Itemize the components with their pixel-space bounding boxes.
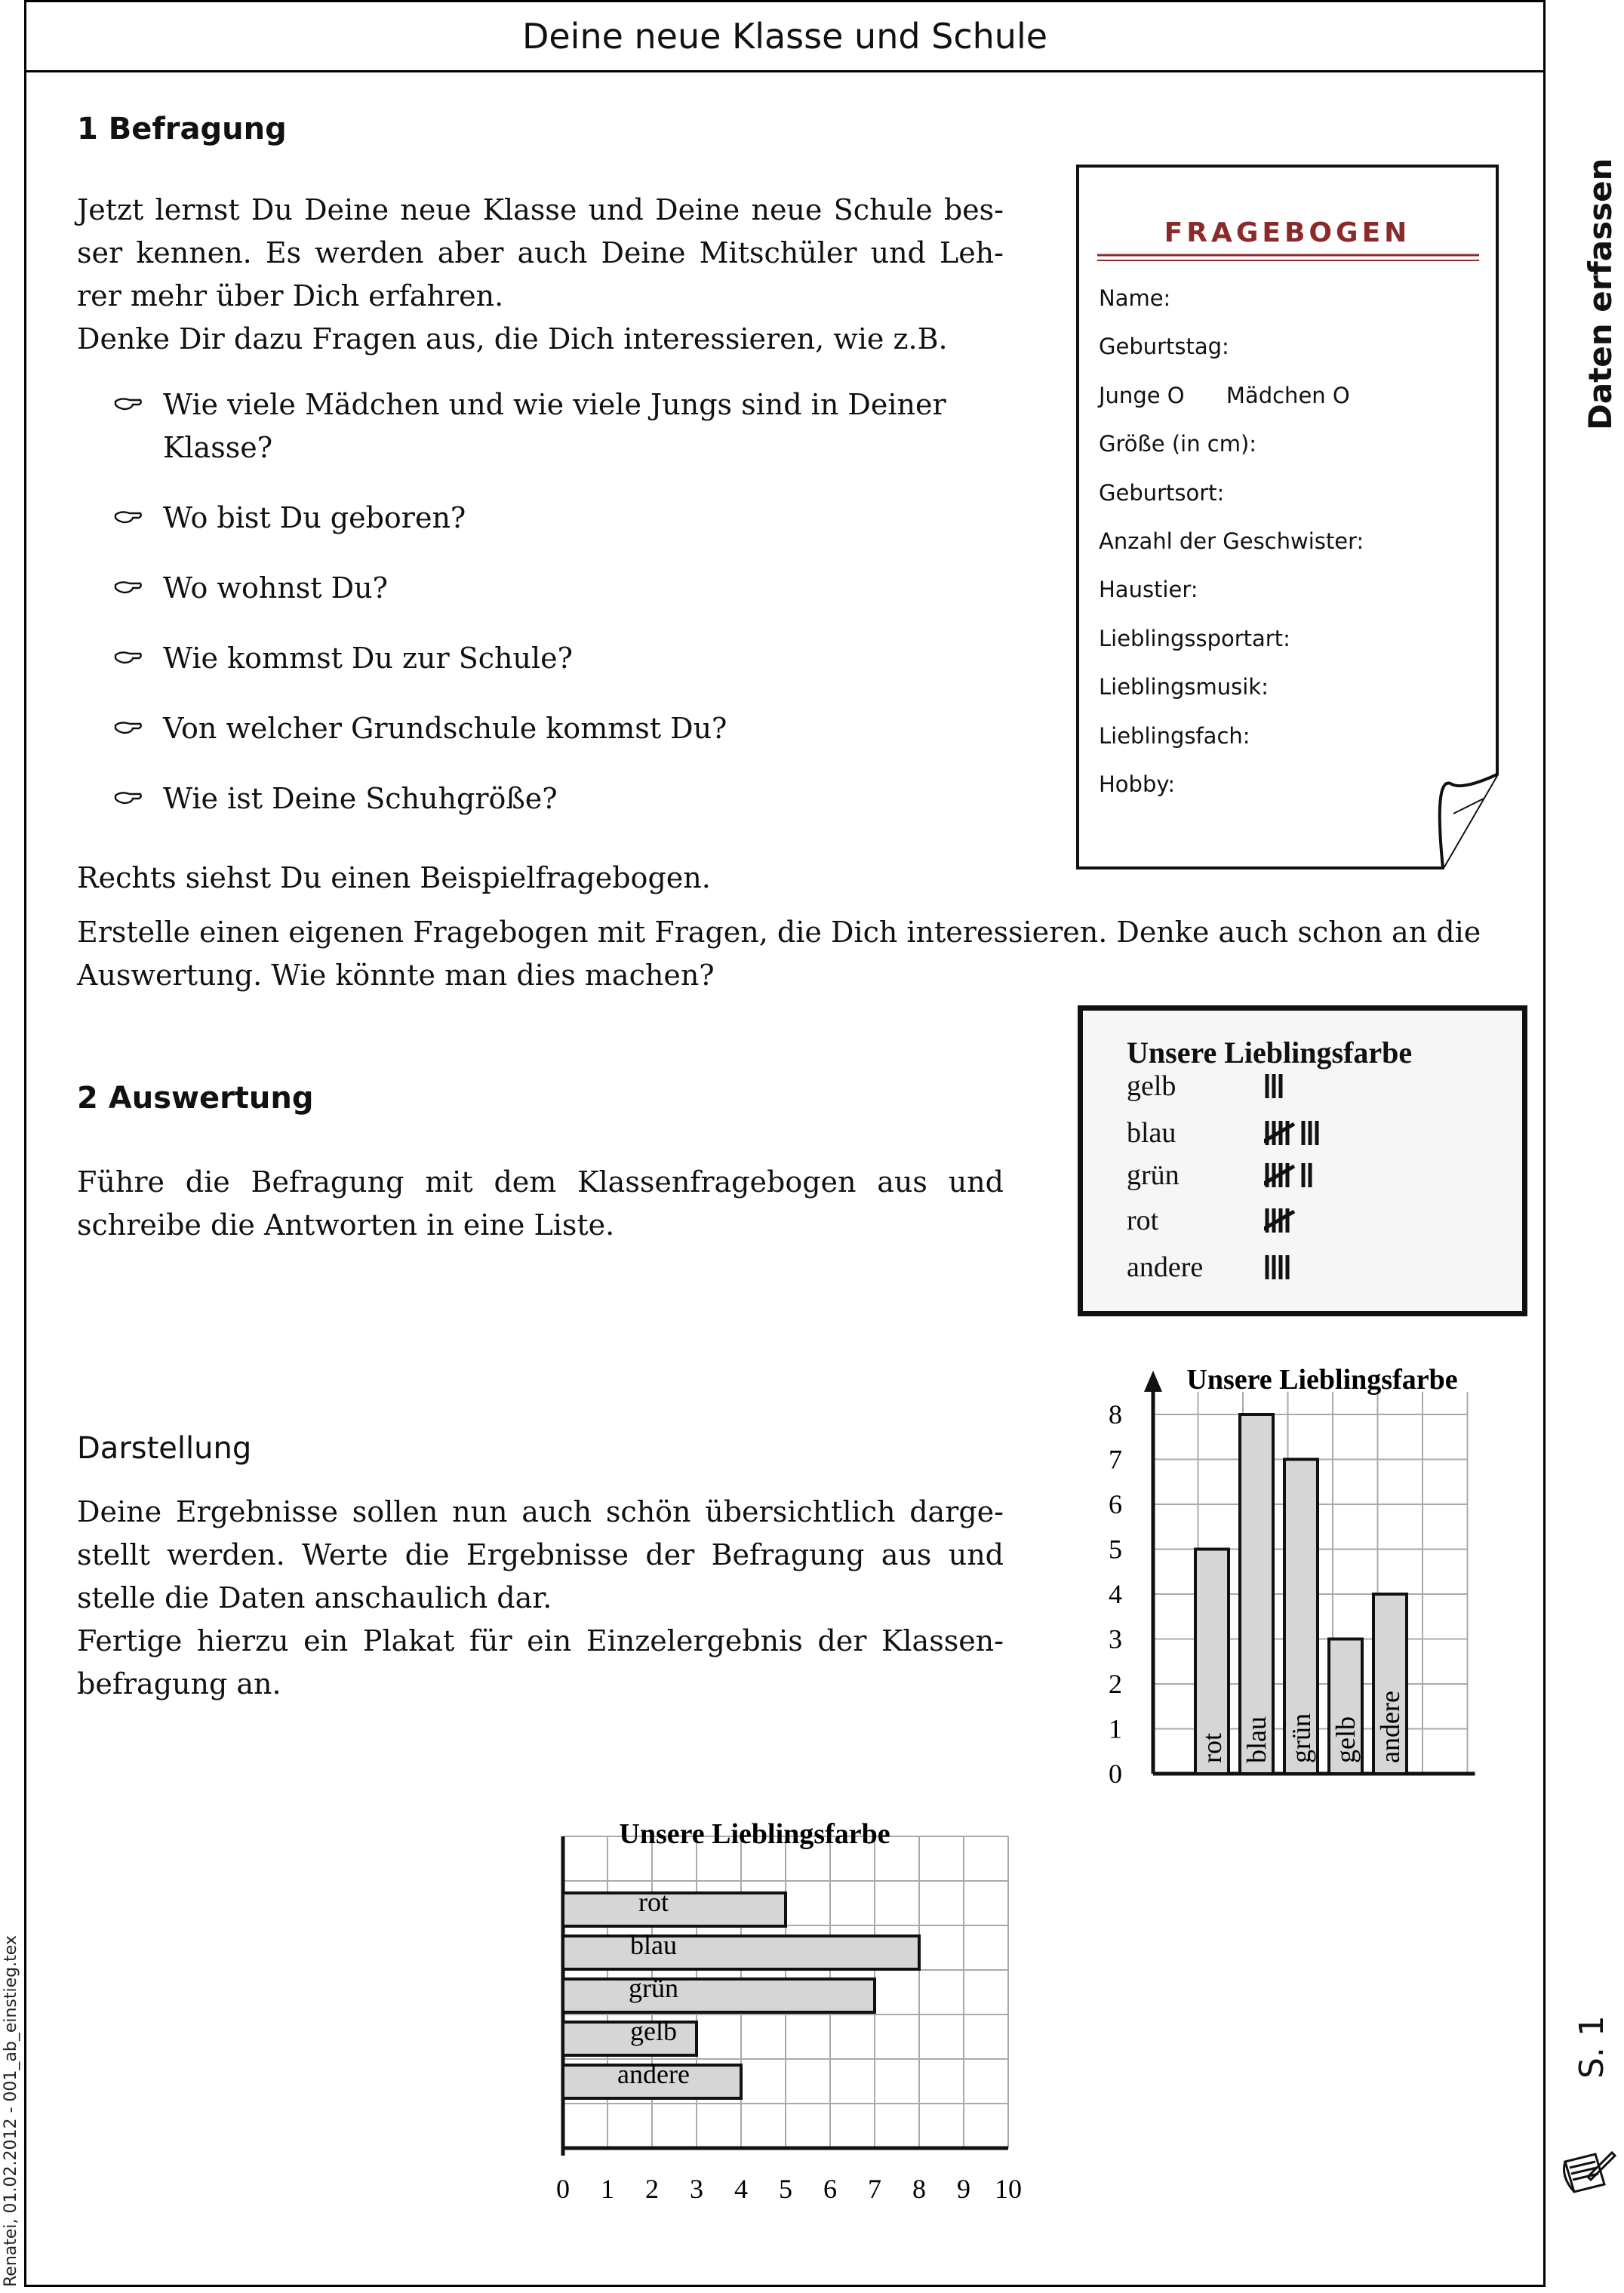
tick-label: 3 [690, 2174, 703, 2204]
heading-darstellung: Darstellung [77, 1431, 252, 1466]
tick-label: 8 [1109, 1399, 1122, 1430]
tally-label: blau [1127, 1117, 1176, 1149]
list-item [113, 497, 1004, 540]
tick-label: 8 [912, 2174, 926, 2204]
bar-label: grün [629, 1973, 678, 2003]
form-field: Anzahl der Geschwister: [1099, 528, 1364, 554]
form-field: Lieblingsfach: [1099, 722, 1250, 749]
axis-arrow [1144, 1371, 1162, 1392]
pointing-hand-icon [113, 645, 143, 669]
tick-label: 5 [779, 2174, 792, 2204]
tick-label: 3 [1109, 1624, 1122, 1654]
bar-label: gelb [630, 2016, 677, 2046]
intro-paragraph [77, 189, 1004, 361]
question-text: Wo wohnst Du? [163, 571, 388, 605]
darstellung-paragraph [77, 1491, 1004, 1706]
auswertung-line: schreibe die Antworten in eine Liste. [77, 1208, 615, 1242]
bar-label: andere [1375, 1691, 1405, 1763]
tally-title: Unsere Lieblingsfarbe [1127, 1036, 1413, 1070]
question-text: Wie kommst Du zur Schule? [163, 642, 573, 675]
auswertung-paragraph [77, 1161, 1004, 1247]
pointing-hand-icon [113, 504, 143, 528]
darstellung-line: Deine Ergebnisse sollen nun auch schön übersichtlich darge- [77, 1495, 1004, 1528]
form-field: Name: [1099, 285, 1171, 311]
darstellung-line: Fertige hierzu ein Plakat für ein Einzelergebnis der Klassen- [77, 1624, 1004, 1657]
pointing-hand-icon [113, 574, 143, 599]
tick-label: 1 [1109, 1713, 1122, 1744]
tally-marks [1264, 1160, 1385, 1193]
tally-sheet [1078, 1005, 1527, 1316]
page-number: S. 1 [1573, 2015, 1611, 2079]
auswertung-line: Führe die Befragung mit dem Klassenfragebogen aus und [77, 1165, 1004, 1199]
tally-marks [1264, 1118, 1385, 1151]
bar-label: rot [1197, 1733, 1227, 1763]
tick-label: 0 [1109, 1759, 1122, 1789]
list-item [113, 567, 1004, 610]
logo-icon [1558, 2147, 1618, 2201]
chart-title: Unsere Lieblingsfarbe [619, 1818, 890, 1850]
horizontal-bar-chart [528, 1804, 1041, 2211]
question-text: Von welcher Grundschule kommst Du? [163, 712, 727, 745]
heading-auswertung: 2 Auswertung [77, 1081, 314, 1116]
bar-label: blau [1241, 1716, 1272, 1763]
tally-marks [1264, 1071, 1385, 1104]
tally-label: grün [1127, 1159, 1180, 1191]
list-item [113, 637, 1004, 680]
form-field: Junge O Mädchen O [1099, 382, 1350, 408]
bar [563, 1893, 786, 1926]
tick-label: 7 [868, 2174, 881, 2204]
tick-label: 4 [1109, 1579, 1122, 1609]
questionnaire-fields [1099, 285, 1364, 820]
questionnaire-title: FRAGEBOGEN [1164, 217, 1411, 248]
question-list [113, 383, 1004, 848]
tally-label: gelb [1127, 1070, 1176, 1102]
tick-label: 0 [556, 2174, 570, 2204]
task-line: Erstelle einen eigenen Fragebogen mit Fragen, die Dich interessieren. Denke auch schon an die [77, 916, 1481, 949]
tick-label: 2 [1109, 1669, 1122, 1699]
bar-label: gelb [1330, 1716, 1361, 1763]
chart-title: Unsere Lieblingsfarbe [1186, 1364, 1458, 1396]
pointing-hand-icon [113, 715, 143, 739]
pointing-hand-icon [113, 785, 143, 809]
darstellung-line: stelle die Daten anschaulich dar. [77, 1581, 552, 1614]
list-item [113, 777, 1004, 820]
form-field: Lieblingssportart: [1099, 625, 1290, 651]
heading-befragung: 1 Befragung [77, 112, 287, 146]
source-footer: Renatei, 01.02.2012 - 001_ab_einstieg.tex [2, 1935, 20, 2287]
form-field: Lieblingsmusik: [1099, 674, 1269, 700]
form-field: Geburtstag: [1099, 334, 1229, 360]
list-item [113, 707, 1004, 750]
page-header [24, 0, 1546, 72]
intro-line: ser kennen. Es werden aber auch Deine Mitschüler und Leh- [77, 236, 1004, 269]
question-text: Wie ist Deine Schuhgröße? [163, 782, 558, 815]
tick-label: 1 [601, 2174, 614, 2204]
tick-label: 6 [1109, 1489, 1122, 1519]
question-text: Wo bist Du geboren? [163, 501, 466, 534]
bar [563, 1936, 919, 1969]
tick-label: 10 [995, 2174, 1022, 2204]
bar [563, 1979, 875, 2012]
tally-marks [1264, 1205, 1385, 1239]
vertical-bar-chart [1087, 1343, 1555, 1796]
tick-label: 5 [1109, 1534, 1122, 1565]
tick-label: 2 [645, 2174, 659, 2204]
tick-label: 6 [823, 2174, 837, 2204]
list-item [113, 383, 1004, 469]
tick-label: 9 [957, 2174, 970, 2204]
task-paragraph [77, 911, 1511, 997]
tally-label: rot [1127, 1205, 1159, 1236]
task-line: Auswertung. Wie könnte man dies machen? [77, 959, 715, 992]
questionnaire-sheet [1076, 165, 1499, 869]
page-title: Deine neue Klasse und Schule [521, 16, 1048, 57]
bar-label: blau [630, 1930, 677, 1960]
question-text: Wie viele Mädchen und wie viele Jungs sind in Deiner Klasse? [163, 388, 946, 464]
intro-line: rer mehr über Dich erfahren. [77, 279, 504, 312]
form-field: Hobby: [1099, 771, 1176, 797]
bar-label: rot [638, 1887, 669, 1917]
bar-label: andere [617, 2059, 690, 2089]
tick-label: 7 [1109, 1444, 1122, 1475]
bar-label: grün [1286, 1713, 1316, 1763]
tally-marks [1264, 1252, 1385, 1285]
topic-label: Daten erfassen [1582, 158, 1619, 430]
tick-label: 4 [734, 2174, 748, 2204]
intro-line: Denke Dir dazu Fragen aus, die Dich interessieren, wie z.B. [77, 322, 948, 355]
form-field: Geburtsort: [1099, 479, 1225, 506]
form-field: Größe (in cm): [1099, 431, 1257, 457]
intro-line: Jetzt lernst Du Deine neue Klasse und Deine neue Schule bes- [77, 193, 1004, 226]
tally-label: andere [1127, 1251, 1204, 1283]
darstellung-line: befragung an. [77, 1667, 281, 1701]
form-field: Haustier: [1099, 577, 1198, 603]
darstellung-line: stellt werden. Werte die Ergebnisse der Befragung aus und [77, 1538, 1004, 1571]
example-line: Rechts siehst Du einen Beispielfragebogen. [77, 861, 711, 894]
pointing-hand-icon [113, 391, 143, 415]
